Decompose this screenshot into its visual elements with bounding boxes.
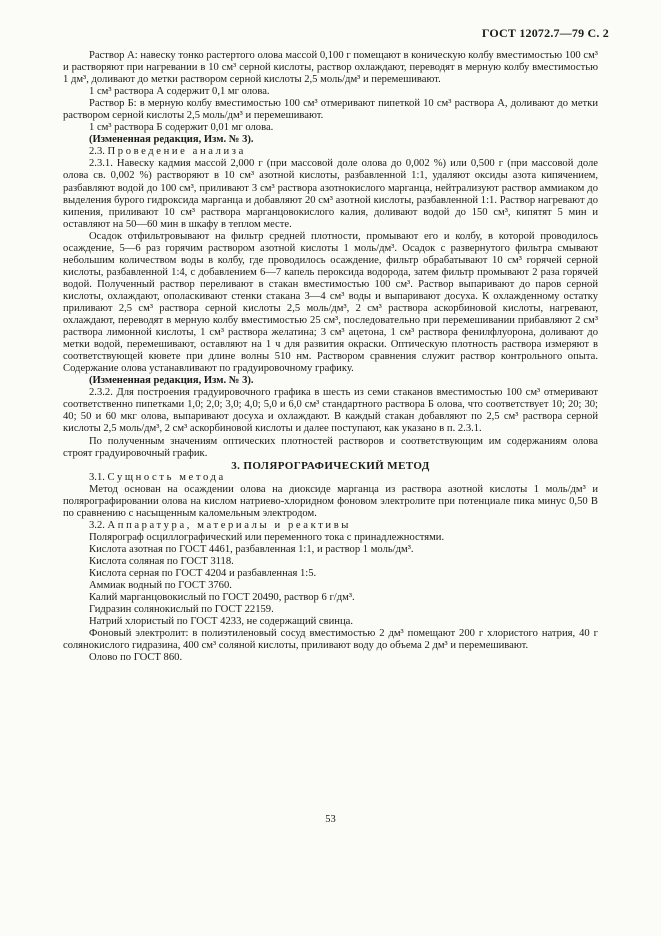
subsection-number: 2.3. xyxy=(89,146,105,158)
list-item: Олово по ГОСТ 860. xyxy=(89,652,183,664)
subsection-title: Сущность метода xyxy=(107,471,226,483)
list-item: Кислота серная по ГОСТ 4204 и разбавленная 1:5. xyxy=(89,568,317,580)
subsection-number: 3.2. xyxy=(89,519,105,531)
paragraph: По полученным значениям оптических плотностей растворов и соответствующим им содержаниям олова строят градуировочный график. xyxy=(63,435,598,459)
list-item: Кислота соляная по ГОСТ 3118. xyxy=(89,555,234,567)
amendment-note: (Измененная редакция, Изм. № 3). xyxy=(89,375,254,387)
subsection-title: Аппаратура, материалы и реактивы xyxy=(107,519,352,531)
list-item: Калий марганцовокислый по ГОСТ 20490, раствор 6 г/дм³. xyxy=(89,592,355,604)
subsection-heading xyxy=(63,472,598,484)
subsection-title: Проведение анализа xyxy=(107,146,246,158)
paragraph: 2.3.2. Для построения градуировочного графика в шесть из семи стаканов вместимостью 100 см³ отмеривают соответственно пипетками 1,0; 2,0; 3,0; 4,0; 5,0 и 6,0 см³ стандартного раствора Б олова, что соответствует 10; 20; 30; 40; 50 и 60 мкг олова, выпаривают досуха и охлаждают. В каждый стакан добавляют по 2,5 см³ раствора серной кислоты 2,5 моль/дм³, 2 см³ аскорбиновой кислоты и далее поступают, как указано в п. 2.3.1. xyxy=(63,387,598,435)
page-header: ГОСТ 12072.7—79 С. 2 xyxy=(481,26,609,40)
subsection-heading xyxy=(63,520,598,532)
paragraph: 2.3.1. Навеску кадмия массой 2,000 г (при массовой доле олова до 0,002 %) или 0,500 г (при массовой доле олова св. 0,002 %) растворяют в 10 см³ азотной кислоты, разбавленной 1:1, удаляют оксиды азота кипячением, разбавляют водой до 100 см³, приливают 3 см³ раствора азотнокислого марганца, нейтрализуют раствор аммиаком до выделения бурого гидроксида марганца и добавляют 20 см³ азотной кислоты, разбавленной 1:1. Раствор нагревают до кипения, приливают 10 см³ раствора марганцовокислого калия, доливают водой до 150 см³, кипятят 5 мин и оставляют на 50—60 мин в шкафу в теплом месте. xyxy=(63,158,598,230)
subsection-heading xyxy=(63,146,598,158)
amendment-note: (Измененная редакция, Изм. № 3). xyxy=(89,134,254,146)
section-title: 3. ПОЛЯРОГРАФИЧЕСКИЙ МЕТОД xyxy=(231,459,430,472)
list-item: Аммиак водный по ГОСТ 3760. xyxy=(89,580,232,592)
list-item: Гидразин солянокислый по ГОСТ 22159. xyxy=(89,604,274,616)
paragraph: Метод основан на осаждении олова на диоксиде марганца из раствора азотной кислоты 1 моль/дм³ и полярографировании олова на кислом натриево-хлоридном фоновом электролите при потенциале пика минус 0,50 В по сравнению с насыщенным каломельным электродом. xyxy=(63,483,598,519)
document-body xyxy=(63,50,598,664)
page-number: 53 xyxy=(325,814,336,825)
list-item: Фоновый электролит: в полиэтиленовый сосуд вместимостью 2 дм³ помещают 200 г хлористого натрия, 40 г солянокислого гидразина, 400 см³ соляной кислоты, приливают воду до объема 2 дм³ и перемешивают. xyxy=(63,628,598,652)
paragraph: Раствор А: навеску тонко растертого олова массой 0,100 г помещают в коническую колбу вместимостью 100 см³ и растворяют при нагревании в 10 см³ серной кислоты, раствор охлаждают, переводят в мерную колбу вместимостью 1 дм³, доливают до метки раствором серной кислоты 2,5 моль/дм³ и перемешивают. xyxy=(63,50,598,86)
paragraph: 1 см³ раствора Б содержит 0,01 мг олова. xyxy=(89,122,274,134)
paragraph: Раствор Б: в мерную колбу вместимостью 100 см³ отмеривают пипеткой 10 см³ раствора А, доливают до метки раствором серной кислоты 2,5 моль/дм³ и перемешивают. xyxy=(63,98,598,122)
paragraph: 1 см³ раствора А содержит 0,1 мг олова. xyxy=(89,86,270,98)
subsection-number: 3.1. xyxy=(89,471,105,483)
paragraph: Осадок отфильтровывают на фильтр средней плотности, промывают его и колбу, в которой проводилось осаждение, 5—6 раз горячим раствором азотной кислоты 1 моль/дм³. Осадок с развернутого фильтра смывают небольшим количеством воды в колбу, где проводилось осаждение, фильтр обрабатывают 10 см³ горячей серной кислоты, разбавленной 1:4, с добавлением 6—7 капель пероксида водорода, затем фильтр промывают 2 раза горячей водой. Полученный раствор переливают в стакан вместимостью 100 см³. Раствор выпаривают до паров серной кислоты, охлаждают, ополаскивают стенки стакана 3—4 см³ воды и выпаривают досуха. К охлажденному остатку приливают 2,5 см³ раствора серной кислоты 2,5 моль/дм³, 2 см³ раствора аскорбиновой кислоты, нагревают, охлаждают, переводят в мерную колбу вместимостью 25 см³, последовательно при перемешивании прибавляют 2 см³ раствора лимонной кислоты, 1 см³ раствора желатина; 3 см³ ацетона, 1 см³ раствора фенилфлуорона, доливают до метки водой, перемешивают, оставляют на 1 ч для развития окраски. Оптическую плотность раствора измеряют в соответствующей кювете при длине волны 510 нм. Раствором сравнения служит раствор контрольного опыта. Содержание олова устанавливают по градуировочному графику. xyxy=(63,230,598,375)
list-item: Натрий хлористый по ГОСТ 4233, не содержащий свинца. xyxy=(89,616,353,628)
list-item: Полярограф осциллографический или переменного тока с принадлежностями. xyxy=(89,531,445,543)
list-item: Кислота азотная по ГОСТ 4461, разбавленная 1:1, и раствор 1 моль/дм³. xyxy=(89,543,414,555)
